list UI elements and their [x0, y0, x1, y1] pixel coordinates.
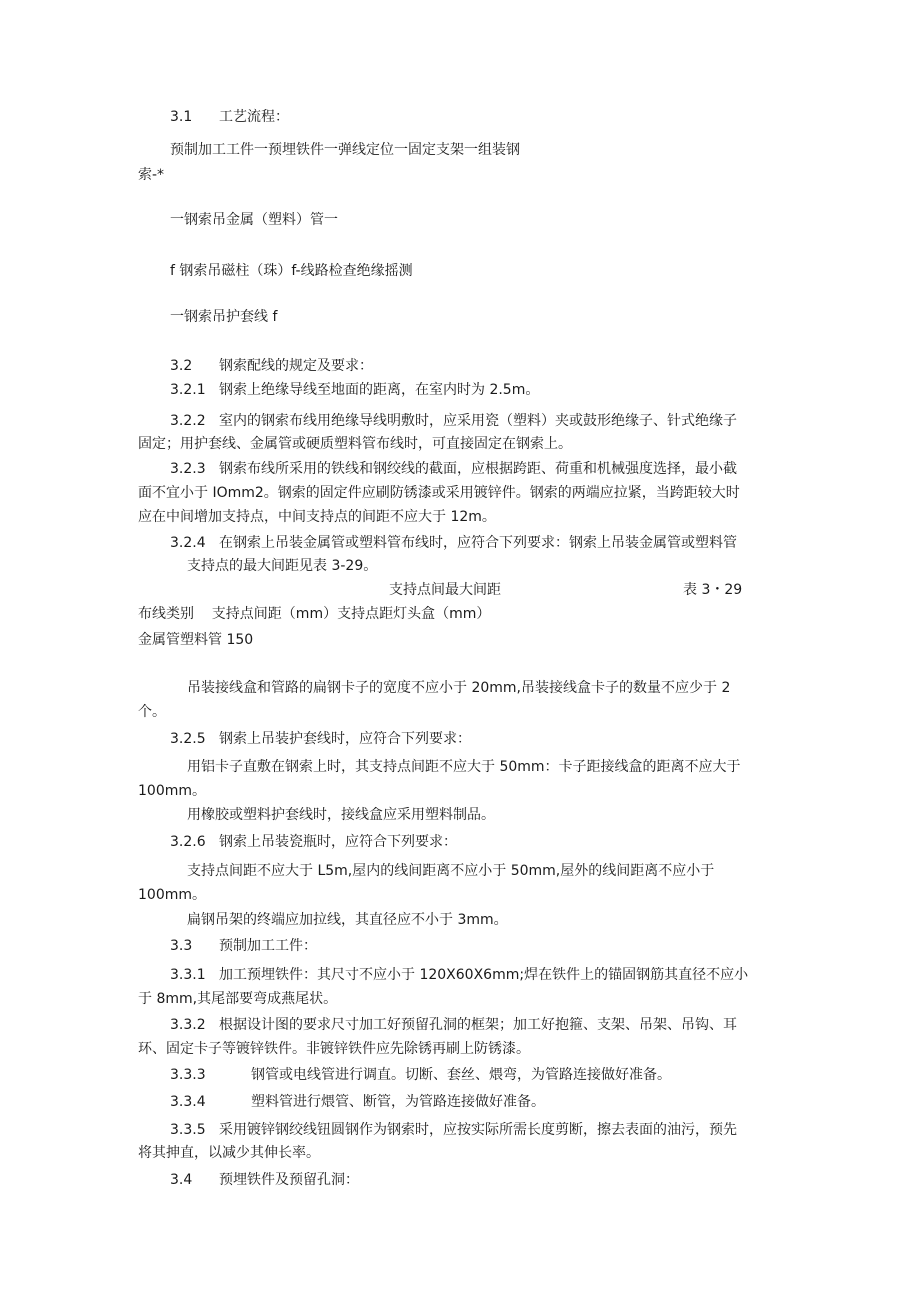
paragraph-line: 在钢索上吊装金属管或塑料管布线时，应符合下列要求：钢索上吊装金属管或塑料管	[219, 535, 737, 551]
subsection-number: 3.3.4	[170, 1094, 206, 1110]
section-number: 3.3	[170, 938, 193, 954]
subsection-number: 3.3.2	[170, 1017, 206, 1033]
table-header: 布线类别 支持点间距（mm）支持点距灯头盒（mm）	[138, 606, 491, 622]
paragraph-line: 吊装接线盒和管路的扁钢卡子的宽度不应小于 20mm,吊装接线盒卡子的数量不应少于 2	[187, 680, 731, 696]
subsection-number: 3.2.2	[170, 413, 206, 429]
paragraph-line: 加工预埋铁件：其尺寸不应小于 120X60X6mm;焊在铁件上的锚固钢筋其直径不应小	[219, 967, 749, 983]
subsection-title: 钢索上吊装瓷瓶时，应符合下列要求：	[219, 834, 457, 850]
paragraph-line: 于 8mm,其尾部要弯成燕尾状。	[138, 991, 338, 1007]
subsection-number: 3.2.3	[170, 461, 206, 477]
paragraph-line: 用铝卡子直敷在钢索上时，其支持点间距不应大于 50mm：卡子距接线盒的距离不应大于	[187, 759, 741, 775]
subsection-number: 3.3.3	[170, 1067, 206, 1083]
paragraph-line: 塑料管进行煨管、断管，为管路连接做好准备。	[251, 1094, 545, 1110]
subsection-number: 3.2.6	[170, 834, 206, 850]
flow-line: 预制加工工件一预埋铁件一弹线定位一固定支架一组装钢	[170, 142, 520, 158]
paragraph-line: 支持点的最大间距见表 3-29。	[187, 558, 378, 574]
section-title: 钢索配线的规定及要求：	[219, 358, 373, 374]
section-title: 工艺流程：	[219, 109, 289, 125]
table-caption: 支持点间最大间距	[389, 582, 501, 598]
section-number: 3.1	[170, 109, 193, 125]
section-title: 预埋铁件及预留孔洞：	[219, 1172, 359, 1188]
section-number: 3.4	[170, 1172, 193, 1188]
paragraph-line: 个。	[138, 704, 166, 720]
paragraph-line: 钢索布线所采用的铁线和钢绞线的截面，应根据跨距、荷重和机械强度选择，最小截	[219, 461, 737, 477]
paragraph-line: 用橡胶或塑料护套线时，接线盒应采用塑料制品。	[187, 807, 495, 823]
paragraph-line: 应在中间增加支持点，中间支持点的间距不应大于 12m。	[138, 509, 496, 525]
paragraph-line: 根据设计图的要求尺寸加工好预留孔洞的框架；加工好抱箍、支架、吊架、吊钩、耳	[219, 1017, 737, 1033]
subsection-number: 3.2.4	[170, 535, 206, 551]
subsection-number: 3.3.5	[170, 1122, 206, 1138]
paragraph-line: 100mm。	[138, 887, 206, 903]
paragraph-line: 钢索上绝缘导线至地面的距离，在室内时为 2.5m。	[219, 382, 540, 398]
flow-line: 一钢索吊金属（塑料）管一	[170, 212, 338, 228]
subsection-number: 3.2.1	[170, 382, 206, 398]
table-label: 表 3・29	[683, 582, 743, 598]
section-number: 3.2	[170, 358, 193, 374]
paragraph-line: 面不宜小于 IOmm2。钢索的固定件应刷防锈漆或采用镀锌件。钢索的两端应拉紧，当跨距较大时	[138, 485, 740, 501]
subsection-title: 钢索上吊装护套线时，应符合下列要求：	[219, 731, 471, 747]
paragraph-line: 固定；用护套线、金属管或硬质塑料管布线时，可直接固定在钢索上。	[138, 436, 572, 452]
flow-line: f 钢索吊磁柱（珠）f-线路检查绝缘摇测	[170, 263, 413, 279]
paragraph-line: 采用镀锌钢绞线钮圆钢作为钢索时，应按实际所需长度剪断，擦去表面的油污，预先	[219, 1122, 737, 1138]
flow-line: 索-*	[138, 167, 165, 183]
subsection-number: 3.3.1	[170, 967, 206, 983]
subsection-number: 3.2.5	[170, 731, 206, 747]
flow-line: 一钢索吊护套线 f	[170, 309, 278, 325]
section-title: 预制加工工件：	[219, 938, 317, 954]
paragraph-line: 环、固定卡子等镀锌铁件。非镀锌铁件应先除锈再刷上防锈漆。	[138, 1041, 530, 1057]
paragraph-line: 100mm。	[138, 783, 206, 799]
paragraph-line: 支持点间距不应大于 L5m,屋内的线间距离不应小于 50mm,屋外的线间距离不应小于	[187, 863, 715, 879]
paragraph-line: 室内的钢索布线用绝缘导线明敷时，应采用瓷（塑料）夹或鼓形绝缘子、针式绝缘子	[219, 413, 737, 429]
table-row: 金属管塑料管 150	[138, 632, 254, 648]
paragraph-line: 钢管或电线管进行调直。切断、套丝、煨弯，为管路连接做好准备。	[251, 1067, 671, 1083]
paragraph-line: 将其抻直，以减少其伸长率。	[138, 1145, 320, 1161]
paragraph-line: 扁钢吊架的终端应加拉线，其直径应不小于 3mm。	[187, 912, 508, 928]
